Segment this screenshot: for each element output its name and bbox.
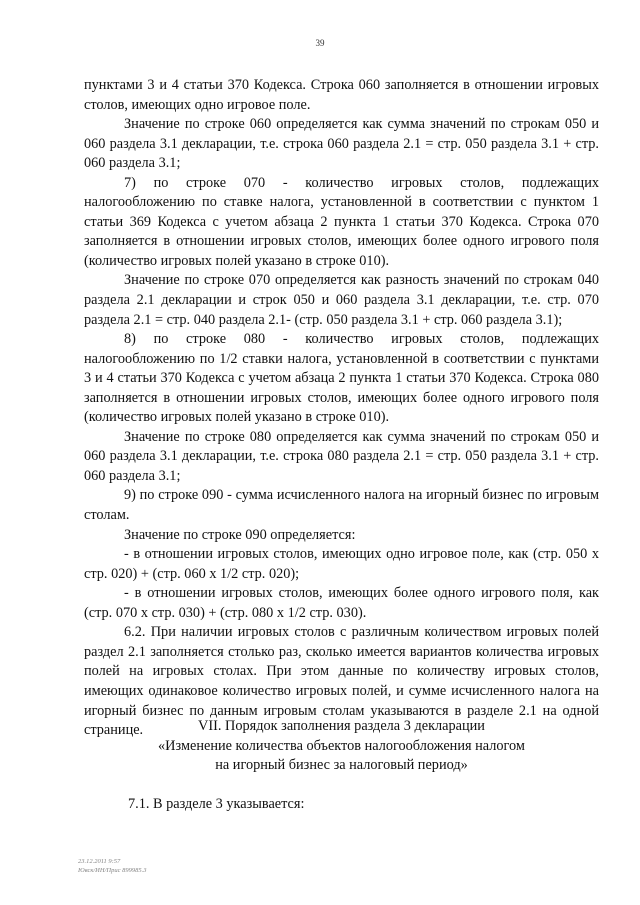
paragraph: пунктами 3 и 4 статьи 370 Кодекса. Строка 060 заполняется в отношении игровых столов, имеющих одно игровое поле. xyxy=(84,77,599,113)
body-text xyxy=(84,76,599,741)
paragraph: Значение по строке 060 определяется как сумма значений по строкам 050 и 060 раздела 3.1 декларации, т.е. строка 060 раздела 2.1 = стр. 050 раздела 3.1 + стр. 060 раздела 3.1; xyxy=(84,116,599,172)
paragraph: 7) по строке 070 - количество игровых столов, подлежащих налогообложению по ставке налога, установленной в соответствии с пунктом 1 статьи 369 Кодекса с учетом абзаца 2 пункта 1 статьи 370 Кодекса. Строка 070 заполняется в отношении игровых столов, имеющих более одного игрового поля (количество игровых полей указано в строке 010). xyxy=(84,174,599,269)
section-heading-line: на игорный бизнес за налоговый период» xyxy=(215,757,468,774)
paragraph: - в отношении игровых столов, имеющих одно игровое поле, как (стр. 050 х стр. 020) + (стр. 060 х 1/2 стр. 020); xyxy=(84,546,599,582)
footer-file-ref: Ювск/ИН/Прис 899985.3 xyxy=(78,867,147,874)
paragraph: 8) по строке 080 - количество игровых столов, подлежащих налогообложению по 1/2 ставки налога, установленной в соответствии с пунктами 3 и 4 статьи 370 Кодекса с учетом абзаца 2 пункта 1 статьи 370 Кодекса. Строка 080 заполняется в отношении игровых столов, имеющих более одного игрового поля (количество игровых полей указано в строке 010). xyxy=(84,331,599,426)
footer-date: 23.12.2011 9:57 xyxy=(78,858,121,865)
paragraph: 9) по строке 090 - сумма исчисленного налога на игорный бизнес по игровым столам. xyxy=(84,487,599,524)
paragraph: Значение по строке 070 определяется как разность значений по строкам 040 раздела 2.1 декларации и строк 050 и 060 раздела 3.1 декларации, т.е. стр. 070 раздела 2.1 = стр. 040 раздела 2.1- (стр. 050 раздела 3.1 + стр. 060 раздела 3.1); xyxy=(84,272,599,328)
paragraph: 6.2. При наличии игровых столов с различным количеством игровых полей раздел 2.1 заполняется столько раз, сколько имеется вариантов количества игровых полей на игровых столах. При этом данные по количеству игровых столов, имеющих одинаковое количество игровых полей, и сумме исчисленного налога на игорный бизнес по данным игровым столам указываются в разделе 2.1 на одной странице. xyxy=(84,624,599,739)
section-heading xyxy=(84,717,599,776)
paragraph: Значение по строке 090 определяется: xyxy=(124,526,356,543)
section-start: 7.1. В разделе 3 указывается: xyxy=(128,796,305,812)
section-heading-line: «Изменение количества объектов налогообложения налогом xyxy=(158,737,525,754)
footer-stamp xyxy=(78,857,146,875)
section-heading-line: VII. Порядок заполнения раздела 3 декларации xyxy=(198,718,485,734)
paragraph: Значение по строке 080 определяется как сумма значений по строкам 050 и 060 раздела 3.1 декларации, т.е. строка 080 раздела 2.1 = стр. 050 раздела 3.1 + стр. 060 раздела 3.1; xyxy=(84,428,599,484)
page-number: 39 xyxy=(315,38,325,48)
paragraph: - в отношении игровых столов, имеющих более одного игрового поля, как (стр. 070 х стр. 030) + (стр. 080 х 1/2 стр. 030). xyxy=(84,585,599,621)
